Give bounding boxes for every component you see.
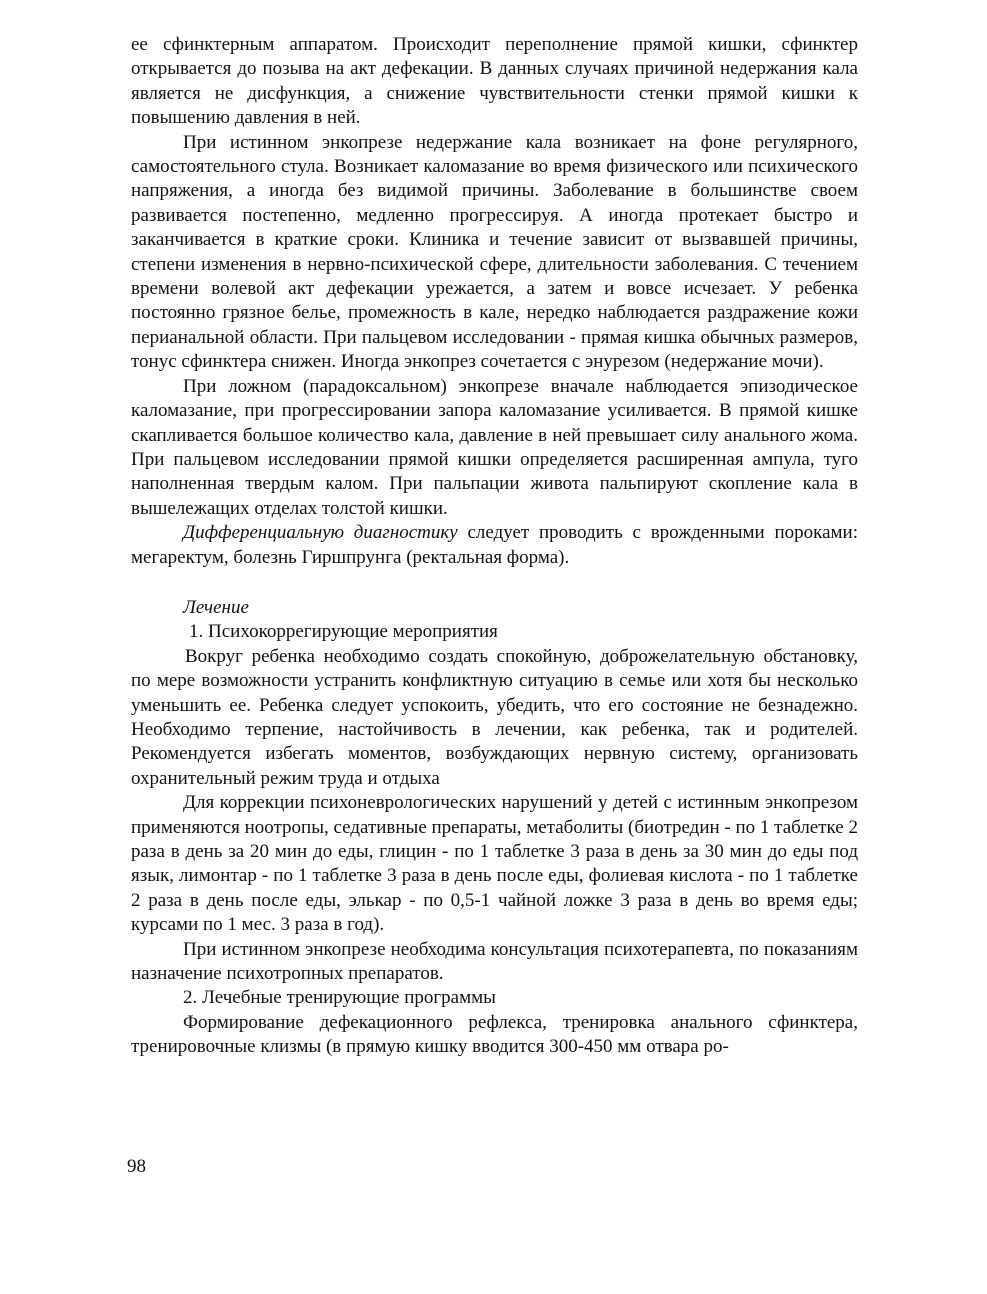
paragraph-training-programs: Формирование дефекационного рефлекса, тренировка анального сфинктера, тренировочные клизмы (в прямую кишку вводится 300-450 мм отвара ро- <box>131 1011 858 1058</box>
differential-diagnosis-text: следует проводить с врожденными пороками: мегаректум, болезнь Гиршпрунга (ректальная форма). <box>131 522 858 568</box>
treatment-item-2-title: 2. Лечебные тренирующие программы <box>183 987 496 1009</box>
treatment-item-1-title: 1. Психокоррегирующие мероприятия <box>189 621 498 643</box>
paragraph-psychological-environment: Вокруг ребенка необходимо создать спокойную, доброжелательную обстановку, по мере возможности устранить конфликтную ситуацию в семье или хотя бы несколько уменьшить ее. Ребенка следует успокоить, убедить, что его состояние не безнадежно. Необходимо терпение, настойчивость в лечении, как ребенка, так и родителей. Рекомендуется избегать моментов, возбуждающих нервную систему, организовать охранительный режим труда и отдыха <box>131 645 858 789</box>
paragraph-continuation: ее сфинктерным аппаратом. Происходит переполнение прямой кишки, сфинктер открывается до позыва на акт дефекации. В данных случаях причиной недержания кала является не дисфункция, а снижение чувствительности стенки прямой кишки к повышению давления в ней. <box>131 34 858 129</box>
section-gap <box>131 570 858 596</box>
page-number: 98 <box>127 1156 146 1177</box>
paragraph-false-encopresis: При ложном (парадоксальном) энкопрезе вначале наблюдается эпизодическое каломазание, при прогрессировании запора каломазание усиливается. В прямой кишке скапливается большое количество кала, давление в ней превышает силу анального жома. При пальцевом исследовании прямой кишки определяется расширенная ампула, туго наполненная твердым калом. При пальпации живота пальпируют скопление кала в вышележащих отделах толстой кишки. <box>131 375 858 519</box>
paragraph-medication: Для коррекции психоневрологических нарушений у детей с истинным энкопрезом применяются ноотропы, седативные препараты, метаболиты (биотредин - по 1 таблетке 2 раза в день за 20 мин до еды, глицин - по 1 таблетке 3 раза в день за 30 мин до еды под язык, лимонтар - по 1 таблетке 3 раза в день после еды, фолиевая кислота - по 1 таблетке 2 раза в день после еды, элькар - по 0,5-1 чайной ложке 3 раза в день во время еды; курсами по 1 мес. 3 раза в год). <box>131 792 858 936</box>
treatment-heading: Лечение <box>183 596 249 618</box>
paragraph-psychotherapy: При истинном энкопрезе необходима консультация психотерапевта, по показаниям назначение психотропных препаратов. <box>131 938 858 985</box>
paragraph-true-encopresis: При истинном энкопрезе недержание кала возникает на фоне регулярного, самостоятельного стула. Возникает каломазание во время физического или психического напряжения, а иногда без видимой причины. Заболевание в большинстве своем развивается постепенно, медленно прогрессируя. А иногда протекает быстро и заканчивается в краткие сроки. Клиника и течение зависит от вызвавшей причины, степени изменения в нервно-психической сфере, длительности заболевания. С течением времени волевой акт дефекации урежается, а затем и вовсе исчезает. У ребенка постоянно грязное белье, промежность в кале, нередко наблюдается раздражение кожи перианальной области. При пальцевом исследовании - прямая кишка обычных размеров, тонус сфинктера снижен. Иногда энкопрез сочетается с энурезом (недержание мочи). <box>131 131 858 373</box>
differential-diagnosis-term: Дифференциальную диагностику <box>183 522 458 544</box>
page-body <box>131 33 858 1060</box>
paragraph-differential-diagnosis <box>131 521 858 570</box>
